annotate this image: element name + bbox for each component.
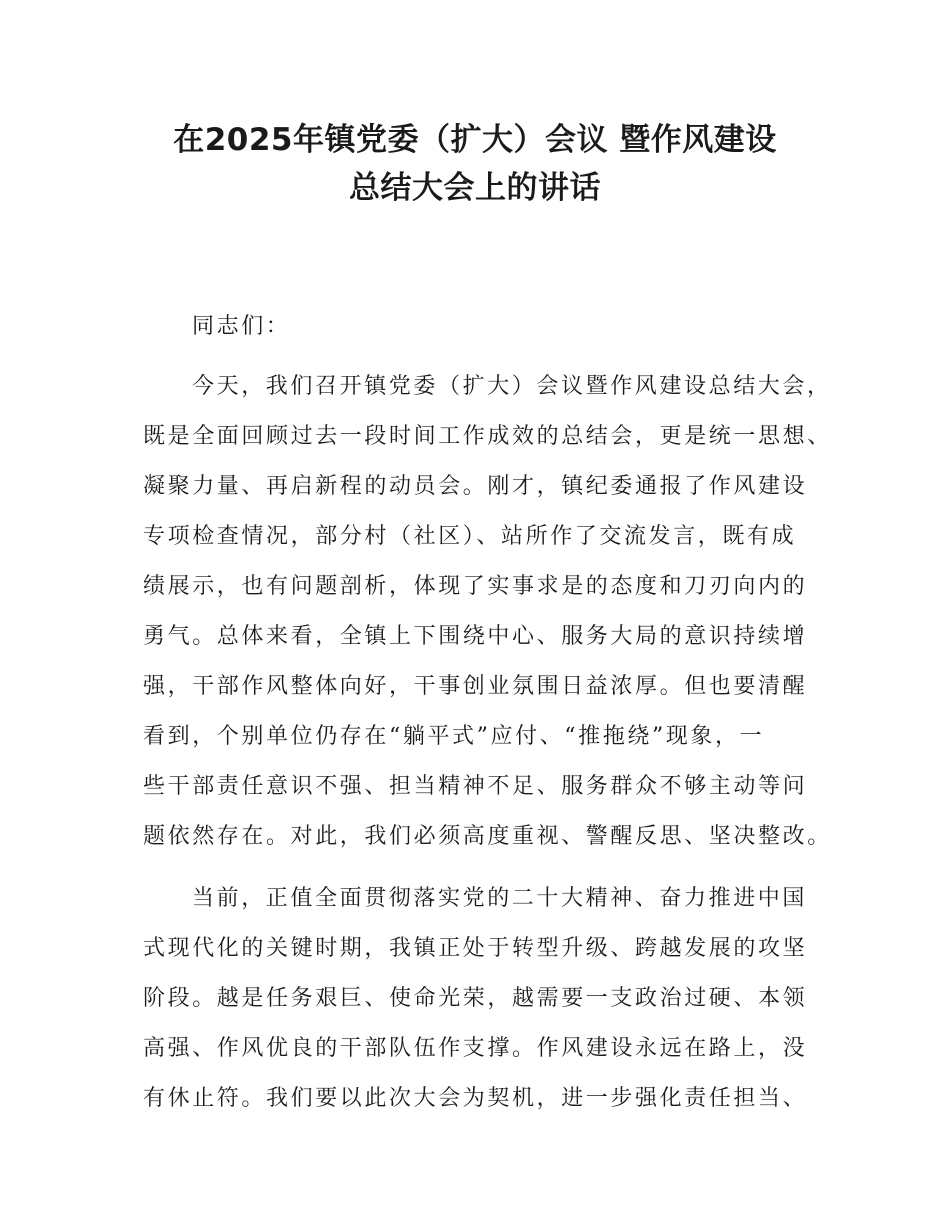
paragraph-line: 有休止符。我们要以此次大会为契机，进一步强化责任担当、 [143,1086,808,1111]
paragraph-line: 专项检查情况，部分村（社区）、站所作了交流发言，既有成 [143,524,797,549]
paragraph-line: 看到，个别单位仍存在“躺平式”应付、“推拖绕”现象，一 [143,724,765,749]
paragraph-line: 些干部责任意识不强、担当精神不足、服务群众不够主动等问 [143,774,808,799]
paragraph-line: 当前，正值全面贯彻落实党的二十大精神、奋力推进中国 [192,886,808,911]
title-line-2: 总结大会上的讲话 [349,170,601,206]
paragraph-line: 高强、作风优良的干部队伍作支撑。作风建设永远在路上，没 [143,1036,808,1061]
paragraph-line: 题依然存在。对此，我们必须高度重视、警醒反思、坚决整改。 [143,824,832,849]
salutation: 同志们： [192,314,291,339]
paragraph-line: 凝聚力量、再启新程的动员会。刚才，镇纪委通报了作风建设 [143,474,808,499]
title-line-1: 在2025年镇党委（扩大）会议 暨作风建设 [173,122,777,158]
paragraph-line: 绩展示，也有问题剖析，体现了实事求是的态度和刀刃向内的 [143,574,808,599]
paragraph-line: 强，干部作风整体向好，干事创业氛围日益浓厚。但也要清醒 [143,674,808,699]
paragraph-line: 式现代化的关键时期，我镇正处于转型升级、跨越发展的攻坚 [143,936,808,961]
paragraph-line: 阶段。越是任务艰巨、使命光荣，越需要一支政治过硬、本领 [143,986,808,1011]
paragraph-line: 今天，我们召开镇党委（扩大）会议暨作风建设总结大会， [192,374,832,399]
paragraph-line: 既是全面回顾过去一段时间工作成效的总结会，更是统一思想、 [143,424,832,449]
paragraph-line: 勇气。总体来看，全镇上下围绕中心、服务大局的意识持续增 [143,624,808,649]
